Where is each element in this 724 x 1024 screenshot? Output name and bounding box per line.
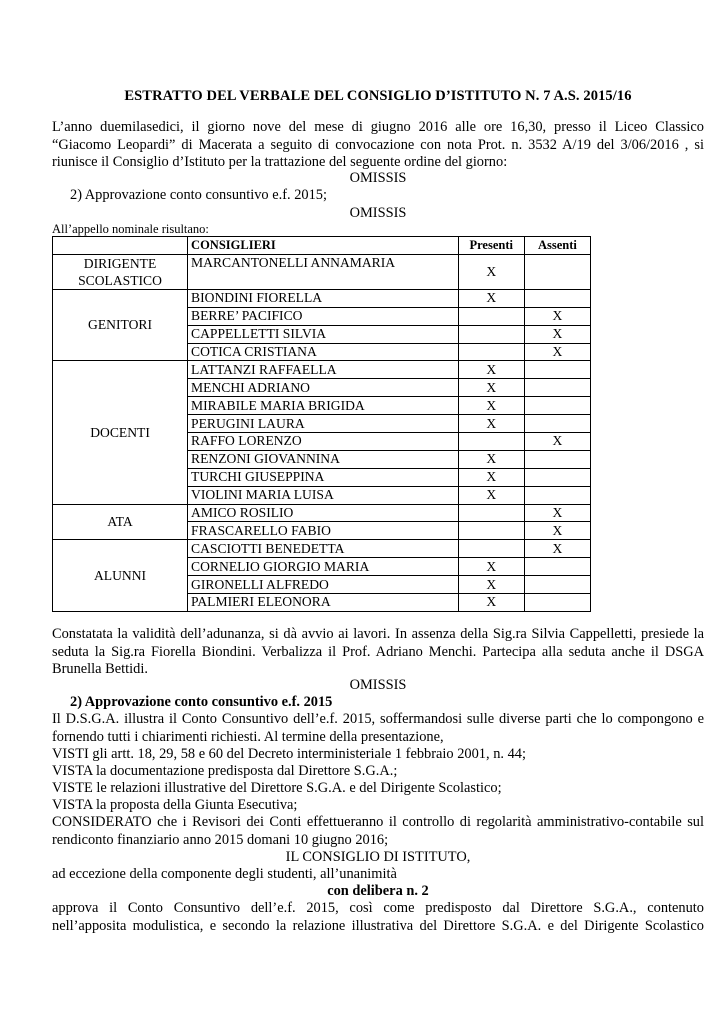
presente-mark: X <box>458 450 524 468</box>
considerato-line-2: rendiconto finanziario anno 2015 domani 10 giugno 2016; <box>52 831 389 848</box>
member-name: CAPPELLETTI SILVIA <box>188 325 459 343</box>
presente-mark: X <box>458 254 524 289</box>
intro-line-3: riunisce il Consiglio d’Istituto per la trattazione del seguente ordine del giorno: <box>52 154 508 171</box>
table-row <box>53 504 591 522</box>
exception-line: ad eccezione della componente degli studenti, all’unanimità <box>52 866 397 882</box>
assente-mark <box>524 289 590 307</box>
presente-mark <box>458 522 524 540</box>
considerato-line-1: CONSIDERATO che i Revisori dei Conti effettueranno il controllo di regolarità amministrativo-contabile sul <box>52 814 704 830</box>
omissis-1: OMISSIS <box>349 170 407 186</box>
section-heading: 2) Approvazione conto consuntivo e.f. 2015 <box>70 694 333 710</box>
assente-mark: X <box>524 307 590 325</box>
assente-mark <box>524 486 590 504</box>
member-name: MIRABILE MARIA BRIGIDA <box>188 397 459 415</box>
presente-mark: X <box>458 379 524 397</box>
table-row <box>53 254 591 289</box>
validity-line-3: Brunella Bettidi. <box>52 661 148 678</box>
assente-mark: X <box>524 504 590 522</box>
assente-mark <box>524 415 590 433</box>
assente-mark <box>524 594 590 612</box>
roll-call-label: All’appello nominale risultano: <box>52 222 209 236</box>
validity-paragraph <box>52 626 704 679</box>
presente-mark: X <box>458 397 524 415</box>
group-dirigente <box>53 254 188 289</box>
presente-mark: X <box>458 289 524 307</box>
assente-mark <box>524 254 590 289</box>
presente-mark <box>458 343 524 361</box>
intro-line-1: L’anno duemilasedici, il giorno nove del mese di giugno 2016 alle ore 16,30, presso il Liceo Classico <box>52 119 704 135</box>
assente-mark: X <box>524 433 590 451</box>
approva-line-2: nell’apposita modulistica, e secondo la relazione illustrativa del Direttore S.G.A. e del Dirigente Scolastico <box>52 917 704 934</box>
approva-paragraph <box>52 900 704 935</box>
assente-mark <box>524 379 590 397</box>
approva-line-1: approva il Conto Consuntivo dell’e.f. 2015, così come predisposto dal Direttore S.G.A., contenuto <box>52 900 704 916</box>
assente-mark <box>524 361 590 379</box>
presente-mark <box>458 540 524 558</box>
agenda-item: 2) Approvazione conto consuntivo e.f. 2015; <box>70 187 327 203</box>
member-name: MENCHI ADRIANO <box>188 379 459 397</box>
presente-mark <box>458 433 524 451</box>
group-ata: ATA <box>53 504 188 540</box>
member-name: TURCHI GIUSEPPINA <box>188 468 459 486</box>
validity-line-2: seduta la Sig.ra Fiorella Biondini. Verbalizza il Prof. Adriano Menchi. Partecipa alla seduta anche il DSGA <box>52 643 704 660</box>
considerato-paragraph <box>52 814 704 849</box>
member-name: GIRONELLI ALFREDO <box>188 576 459 594</box>
assente-mark <box>524 468 590 486</box>
presente-mark <box>458 307 524 325</box>
presente-mark: X <box>458 361 524 379</box>
header-presenti: Presenti <box>458 237 524 255</box>
table-header-row <box>53 237 591 255</box>
member-name: VIOLINI MARIA LUISA <box>188 486 459 504</box>
member-name: RAFFO LORENZO <box>188 433 459 451</box>
group-label: DIRIGENTE <box>83 255 157 271</box>
presente-mark: X <box>458 468 524 486</box>
intro-paragraph <box>52 119 704 172</box>
presente-mark: X <box>458 486 524 504</box>
vista-documentazione-line: VISTA la documentazione predisposta dal Direttore S.G.A.; <box>52 763 398 779</box>
viste-relazioni-line: VISTE le relazioni illustrative del Direttore S.G.A. e del Dirigente Scolastico; <box>52 780 502 796</box>
assente-mark: X <box>524 343 590 361</box>
assente-mark <box>524 397 590 415</box>
dsga-line-2: fornendo tutti i chiarimenti richiesti. Al termine della presentazione, <box>52 728 444 745</box>
omissis-3: OMISSIS <box>349 677 407 693</box>
presente-mark: X <box>458 558 524 576</box>
member-name: RENZONI GIOVANNINA <box>188 450 459 468</box>
council-heading: IL CONSIGLIO DI ISTITUTO, <box>285 849 471 865</box>
member-name: BERRE’ PACIFICO <box>188 307 459 325</box>
document-title: ESTRATTO DEL VERBALE DEL CONSIGLIO D’ISTITUTO N. 7 A.S. 2015/16 <box>124 88 632 104</box>
vista-proposta-line: VISTA la proposta della Giunta Esecutiva; <box>52 797 298 813</box>
dsga-line-1: Il D.S.G.A. illustra il Conto Consuntivo dell’e.f. 2015, soffermandosi sulle diverse parti che lo compongono e <box>52 711 704 727</box>
group-label: SCOLASTICO <box>78 272 162 288</box>
member-name: MARCANTONELLI ANNAMARIA <box>188 254 459 289</box>
presente-mark <box>458 504 524 522</box>
assente-mark: X <box>524 540 590 558</box>
member-name: BIONDINI FIORELLA <box>188 289 459 307</box>
attendance-table <box>52 236 591 612</box>
presente-mark: X <box>458 415 524 433</box>
member-name: PERUGINI LAURA <box>188 415 459 433</box>
dsga-paragraph <box>52 711 704 746</box>
member-name: CORNELIO GIORGIO MARIA <box>188 558 459 576</box>
assente-mark <box>524 576 590 594</box>
presente-mark <box>458 325 524 343</box>
assente-mark: X <box>524 325 590 343</box>
member-name: CASCIOTTI BENEDETTA <box>188 540 459 558</box>
member-name: FRASCARELLO FABIO <box>188 522 459 540</box>
group-docenti: DOCENTI <box>53 361 188 504</box>
header-consiglieri: CONSIGLIERI <box>188 237 459 255</box>
omissis-2: OMISSIS <box>349 205 407 221</box>
presente-mark: X <box>458 576 524 594</box>
validity-line-1: Constatata la validità dell’adunanza, si dà avvio ai lavori. In assenza della Sig.ra Silvia Cappelletti, presiede la <box>52 626 704 642</box>
group-alunni: ALUNNI <box>53 540 188 612</box>
table-row <box>53 540 591 558</box>
assente-mark <box>524 450 590 468</box>
assente-mark: X <box>524 522 590 540</box>
member-name: COTICA CRISTIANA <box>188 343 459 361</box>
member-name: AMICO ROSILIO <box>188 504 459 522</box>
table-row <box>53 289 591 307</box>
empty-header-cell <box>53 237 188 255</box>
table-row <box>53 361 591 379</box>
presente-mark: X <box>458 594 524 612</box>
delibera-heading: con delibera n. 2 <box>327 883 429 899</box>
assente-mark <box>524 558 590 576</box>
group-genitori: GENITORI <box>53 289 188 361</box>
member-name: LATTANZI RAFFAELLA <box>188 361 459 379</box>
intro-line-2: “Giacomo Leopardi” di Macerata a seguito di convocazione con nota Prot. n. 3532 A/19 del 3/06/2016 , si <box>52 136 704 153</box>
visti-line: VISTI gli artt. 18, 29, 58 e 60 del Decreto interministeriale 1 febbraio 2001, n. 44; <box>52 746 526 762</box>
member-name: PALMIERI ELEONORA <box>188 594 459 612</box>
header-assenti: Assenti <box>524 237 590 255</box>
